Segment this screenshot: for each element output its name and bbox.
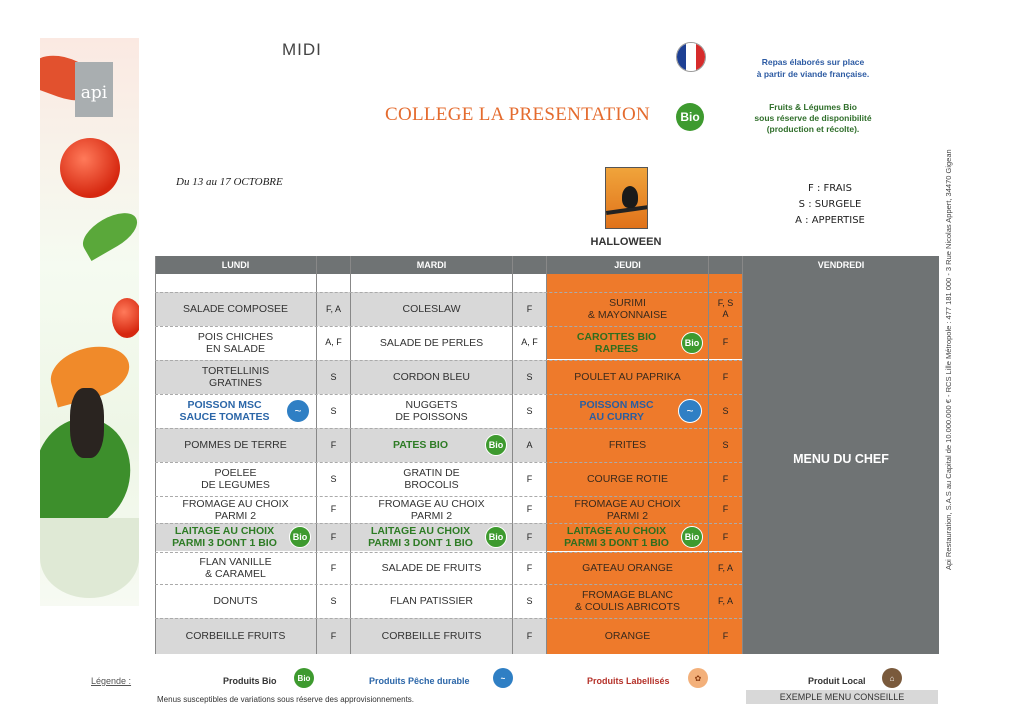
mardi-dish xyxy=(351,552,512,584)
note-line: sous réserve de disponibilité xyxy=(754,113,872,123)
mardi-code: F xyxy=(513,462,546,496)
leaf-shape xyxy=(77,205,139,261)
french-flag-icon xyxy=(676,42,706,72)
lundi-code: F xyxy=(317,523,350,551)
lundi-dish xyxy=(155,360,316,394)
mardi-dish xyxy=(351,360,512,394)
bio-icon: Bio xyxy=(485,434,507,456)
jeudi-dish xyxy=(547,462,708,496)
halloween-owl-image xyxy=(605,167,648,229)
bio-note xyxy=(728,102,898,135)
mardi-code: S xyxy=(513,360,546,394)
code-header xyxy=(317,256,350,274)
grid-line xyxy=(512,256,513,654)
day-header-jeudi: JEUDI xyxy=(547,256,708,274)
lundi-dish xyxy=(155,462,316,496)
jeudi-code: S xyxy=(709,394,742,428)
lundi-code: S xyxy=(317,360,350,394)
code-frais: F : FRAIS xyxy=(808,183,852,194)
bowl-shape xyxy=(40,518,139,598)
dish-label: LAITAGE AU CHOIX PARMI 3 DONT 1 BIO xyxy=(172,525,277,549)
dish-label: POELEE DE LEGUMES xyxy=(201,467,270,491)
lundi-dish xyxy=(155,584,316,618)
dish-label: GRATIN DE BROCOLIS xyxy=(403,467,460,491)
blank-band xyxy=(351,274,512,292)
note-line: Repas élaborés sur place xyxy=(761,57,865,67)
date-range: Du 13 au 17 OCTOBRE xyxy=(176,176,283,188)
dish-label: FROMAGE AU CHOIX PARMI 2 xyxy=(182,497,289,522)
bio-icon: Bio xyxy=(681,332,703,354)
grid-line xyxy=(316,256,317,654)
dish-label: SALADE DE FRUITS xyxy=(381,562,482,574)
code-header xyxy=(709,256,742,274)
jeudi-dish xyxy=(547,292,708,326)
mardi-code: A, F xyxy=(513,326,546,359)
jeudi-code: F xyxy=(709,496,742,523)
blank-band xyxy=(709,274,742,292)
menu-footnote: Menus susceptibles de variations sous réserve des approvisionnements. xyxy=(157,695,415,704)
person-shape xyxy=(70,388,104,458)
dish-label: FLAN VANILLE & CARAMEL xyxy=(199,556,272,580)
dish-label: CAROTTES BIO RAPEES xyxy=(576,330,657,355)
jeudi-dish xyxy=(547,496,708,523)
dish-label: POISSON MSC AU CURRY xyxy=(579,399,654,423)
dish-label: FROMAGE BLANC & COULIS ABRICOTS xyxy=(574,589,681,613)
grid-line xyxy=(155,584,742,585)
mardi-dish xyxy=(351,496,512,523)
day-header-lundi: LUNDI xyxy=(155,256,316,274)
lundi-code: F, A xyxy=(317,292,350,326)
grid-line xyxy=(546,256,547,654)
mardi-code: F xyxy=(513,523,546,551)
mardi-code: F xyxy=(513,552,546,584)
jeudi-code: F xyxy=(709,523,742,551)
jeudi-code: S xyxy=(709,428,742,462)
blank-band xyxy=(155,274,316,292)
lundi-dish xyxy=(155,496,316,523)
dish-label: NUGGETS DE POISSONS xyxy=(395,399,468,423)
grid-line xyxy=(155,523,742,524)
dish-label: SURIMI & MAYONNAISE xyxy=(587,297,668,321)
legend-title: Légende : xyxy=(91,676,132,686)
lundi-code: F xyxy=(317,428,350,462)
dish-label: ORANGE xyxy=(604,630,651,642)
dish-label: FROMAGE AU CHOIX PARMI 2 xyxy=(378,497,485,522)
dish-label: DONUTS xyxy=(213,595,258,607)
theme-label: HALLOWEEN xyxy=(590,236,662,248)
dish-label: POIS CHICHES EN SALADE xyxy=(197,330,274,355)
mardi-dish xyxy=(351,292,512,326)
menu-grid xyxy=(155,256,940,654)
bio-icon: Bio xyxy=(294,668,314,688)
grid-line xyxy=(155,428,742,429)
lundi-dish xyxy=(155,428,316,462)
label-rosette-icon: ✿ xyxy=(688,668,708,688)
day-header-mardi: MARDI xyxy=(351,256,512,274)
lundi-code: S xyxy=(317,584,350,618)
day-header-vendredi: VENDREDI xyxy=(743,256,939,274)
blank-band xyxy=(513,274,546,292)
dish-label: LAITAGE AU CHOIX PARMI 3 DONT 1 BIO xyxy=(368,525,473,549)
note-line: (production et récolte). xyxy=(766,124,860,134)
jeudi-code: F xyxy=(709,326,742,359)
grid-line xyxy=(350,256,351,654)
mardi-dish xyxy=(351,326,512,359)
jeudi-code: F, S A xyxy=(709,292,742,326)
school-title: COLLEGE LA PRESENTATION xyxy=(385,104,651,125)
code-surgele: S : SURGELE xyxy=(798,199,862,210)
blank-band xyxy=(317,274,350,292)
dish-label: LAITAGE AU CHOIX PARMI 3 DONT 1 BIO xyxy=(564,525,669,549)
jeudi-dish xyxy=(547,552,708,584)
lundi-code: S xyxy=(317,394,350,428)
grid-line xyxy=(155,360,742,361)
jeudi-dish xyxy=(547,428,708,462)
local-farm-icon: ⌂ xyxy=(882,668,902,688)
mardi-code: F xyxy=(513,618,546,654)
grid-line xyxy=(155,292,742,293)
service-title: MIDI xyxy=(282,40,322,59)
blank-band xyxy=(547,274,708,292)
dish-label: FLAN PATISSIER xyxy=(389,595,474,607)
bio-icon: Bio xyxy=(681,526,703,548)
jeudi-code: F xyxy=(709,462,742,496)
mardi-code: F xyxy=(513,292,546,326)
mardi-code: S xyxy=(513,394,546,428)
grid-line xyxy=(155,394,742,395)
lundi-code: F xyxy=(317,552,350,584)
tomato-shape xyxy=(60,138,120,198)
mardi-dish xyxy=(351,462,512,496)
lundi-code: F xyxy=(317,496,350,523)
dish-label: POMMES DE TERRE xyxy=(184,439,287,451)
dish-label: COURGE ROTIE xyxy=(586,473,669,485)
bio-logo-icon: Bio xyxy=(676,103,704,131)
legend-bio: Produits Bio xyxy=(223,676,277,686)
mardi-dish xyxy=(351,394,512,428)
lundi-dish xyxy=(155,552,316,584)
dish-label: CORBEILLE FRUITS xyxy=(381,630,482,642)
lundi-code: S xyxy=(317,462,350,496)
mardi-code: F xyxy=(513,496,546,523)
jeudi-dish xyxy=(547,618,708,654)
dish-label: GATEAU ORANGE xyxy=(582,562,673,574)
lundi-dish xyxy=(155,292,316,326)
lundi-code: A, F xyxy=(317,326,350,359)
company-info: Api Restauration, S.A.S au Capital de 10.000.000 € - RCS Lille Métropole : 477 181 000 - 3 Rue Nicolas Appert, 34470 Gigean xyxy=(944,149,953,570)
exemple-menu-label: EXEMPLE MENU CONSEILLE xyxy=(746,690,938,704)
french-meat-note xyxy=(728,56,898,80)
legend-peche: Produits Pêche durable xyxy=(369,676,470,686)
mardi-code: A xyxy=(513,428,546,462)
mardi-dish xyxy=(351,584,512,618)
msc-fish-icon: ~ xyxy=(286,399,310,423)
jeudi-dish xyxy=(547,360,708,394)
note-line: Fruits & Légumes Bio xyxy=(769,102,857,112)
fish-icon: ~ xyxy=(493,668,513,688)
dish-label: PATES BIO xyxy=(392,439,449,451)
code-legend xyxy=(780,181,880,229)
msc-fish-icon: ~ xyxy=(678,399,702,423)
dish-label: POISSON MSC SAUCE TOMATES xyxy=(179,399,270,423)
dish-label: FRITES xyxy=(608,439,647,451)
jeudi-code: F xyxy=(709,618,742,654)
legend-local: Produit Local xyxy=(808,676,866,686)
grid-line xyxy=(742,256,743,654)
legend-labellises: Produits Labellisés xyxy=(587,676,670,686)
code-header xyxy=(513,256,546,274)
dish-label: COLESLAW xyxy=(402,303,461,315)
grid-line xyxy=(155,326,742,327)
side-vegetable-photo xyxy=(40,38,139,606)
jeudi-code: F xyxy=(709,360,742,394)
dish-label: FROMAGE AU CHOIX PARMI 2 xyxy=(574,497,681,522)
grid-line xyxy=(155,256,156,654)
grid-line xyxy=(155,552,742,553)
code-appertise: A : APPERTISE xyxy=(795,215,865,226)
note-line: à partir de viande française. xyxy=(756,69,870,79)
tomato-shape xyxy=(112,298,139,338)
jeudi-code: F, A xyxy=(709,552,742,584)
jeudi-code: F, A xyxy=(709,584,742,618)
dish-label: SALADE COMPOSEE xyxy=(182,303,289,315)
grid-line xyxy=(155,496,742,497)
lundi-code: F xyxy=(317,618,350,654)
dish-label: CORDON BLEU xyxy=(392,371,470,383)
jeudi-dish xyxy=(547,584,708,618)
dish-label: CORBEILLE FRUITS xyxy=(185,630,286,642)
grid-line xyxy=(155,462,742,463)
bio-icon: Bio xyxy=(289,526,311,548)
grid-line xyxy=(708,256,709,654)
lundi-dish xyxy=(155,326,316,359)
mardi-dish xyxy=(351,618,512,654)
bio-icon: Bio xyxy=(485,526,507,548)
dish-label: TORTELLINIS GRATINES xyxy=(201,365,270,389)
mardi-code: S xyxy=(513,584,546,618)
grid-line xyxy=(155,618,742,619)
api-logo: api xyxy=(75,62,113,117)
dish-label: SALADE DE PERLES xyxy=(379,336,484,349)
lundi-dish xyxy=(155,618,316,654)
dish-label: POULET AU PAPRIKA xyxy=(574,371,681,383)
vendredi-menu-du-chef: MENU DU CHEF xyxy=(743,274,939,654)
